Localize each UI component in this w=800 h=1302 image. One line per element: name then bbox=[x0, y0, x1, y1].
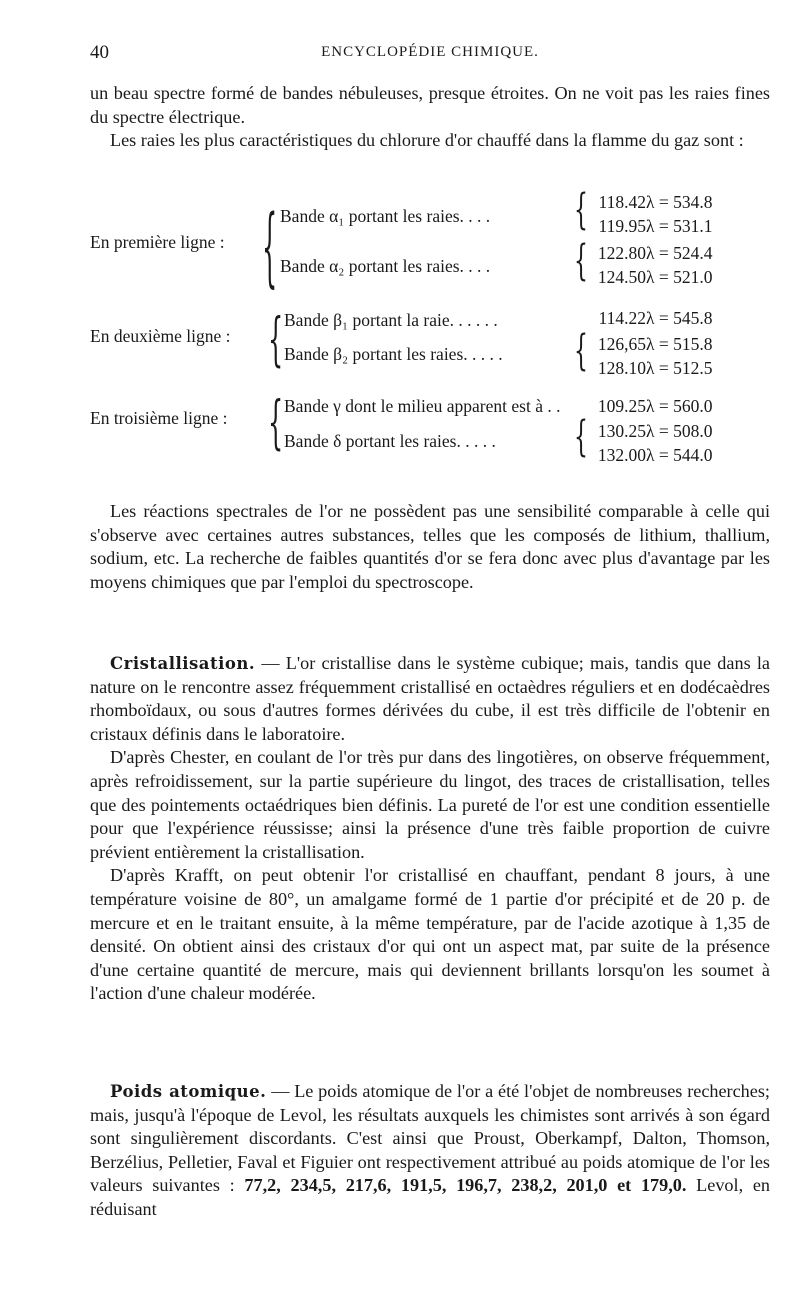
value-130-25: 130.25 bbox=[597, 421, 646, 441]
spectral-lines-table bbox=[90, 186, 770, 476]
wavelength: λ = 515.8 bbox=[646, 334, 713, 354]
intro-block bbox=[90, 82, 770, 153]
wavelength: λ = 512.5 bbox=[646, 358, 713, 378]
value-132-00: 132.00 bbox=[597, 445, 646, 465]
left-brace-icon: { bbox=[574, 328, 588, 376]
left-brace-icon: { bbox=[574, 238, 588, 286]
page-header bbox=[90, 42, 770, 68]
value-119-95: 119.95 bbox=[598, 216, 646, 236]
first-line-label: En première ligne : bbox=[90, 232, 225, 252]
band-alpha2: Bande α₂ portant les raies. . . . bbox=[280, 256, 491, 276]
wavelength: λ = 531.1 bbox=[646, 216, 713, 236]
third-line-label: En troisième ligne : bbox=[90, 408, 228, 428]
wavelength: λ = 545.8 bbox=[646, 308, 713, 328]
cristallisation-paragraph-2: D'après Chester, en coulant de l'or très pur dans des lingotières, on observe fréquemment, après refroidissement, sur la partie supérieure du lingot, des traces de cristallisation, telles que des pointements octaédriques bien définis. La pureté de l'or est une condition essentielle pour que l'expérience réussisse; ainsi la présence d'une très faible proportion de cuivre prévient entièrement la cristallisation. bbox=[90, 747, 770, 862]
band-beta2: Bande β₂ portant les raies. . . . . bbox=[284, 344, 503, 364]
band-gamma: Bande γ dont le milieu apparent est à . . bbox=[284, 396, 561, 416]
running-head: ENCYCLOPÉDIE CHIMIQUE. bbox=[321, 44, 539, 60]
poids-atomique-section bbox=[90, 1080, 770, 1222]
sensitivity-paragraph: Les réactions spectrales de l'or ne possèdent pas une sensibilité comparable à celle qui s'observe avec certaines autres substances, telles que les composés de lithium, thallium, sodium, etc. La recherche de faibles quantités d'or se fera donc avec plus d'avantage par les moyens chimiques que par l'emploi du spectroscope. bbox=[90, 501, 770, 592]
cristallisation-section bbox=[90, 652, 770, 1006]
band-beta1: Bande β₁ portant la raie. . . . . . bbox=[284, 310, 498, 330]
value-118-42: 118.42 bbox=[598, 192, 646, 212]
left-brace-icon: { bbox=[262, 196, 278, 298]
second-line-label: En deuxième ligne : bbox=[90, 326, 231, 346]
cristallisation-paragraph-3: D'après Krafft, on peut obtenir l'or cristallisé en chauffant, pendant 8 jours, à une température voisine de 80°, un amalgame formé de 1 partie d'or précipité et de 20 p. de mercure et en le traitant ensuite, à la même température, par de l'acide azotique à 1,35 de densité. On obtient ainsi des cristaux d'or qui ont un aspect mat, par suite de la présence d'une certaine quantité de mercure, mais qui deviennent brillants lorsqu'on les soumet à l'action d'une chaleur modérée. bbox=[90, 865, 770, 1004]
section-heading-poids-atomique: Poids atomique. bbox=[110, 1082, 267, 1101]
poids-paragraph-tail: Levol, en réduisant bbox=[90, 1175, 770, 1219]
spectral-sensitivity-block bbox=[90, 500, 770, 594]
left-brace-icon: { bbox=[268, 389, 284, 457]
wavelength: λ = 521.0 bbox=[646, 267, 713, 287]
wavelength: λ = 534.8 bbox=[646, 192, 713, 212]
page-number: 40 bbox=[90, 42, 109, 63]
wavelength: λ = 508.0 bbox=[646, 421, 713, 441]
atomic-weight-values: 77,2, 234,5, 217,6, 191,5, 196,7, 238,2, 201,0 et 179,0. bbox=[244, 1175, 687, 1196]
poids-paragraph: — Le poids atomique de l'or a été l'objet de nombreuses recherches; mais, jusqu'à l'époque de Levol, les résultats auxquels les chimistes sont arrivés à son égard sont singulièrement discordants. C'est ainsi que Proust, Oberkampf, Dalton, Thomson, Berzélius, Pelletier, Faval et Figuier ont respectivement attribué au poids atomique de l'or les valeurs suivantes : bbox=[90, 1081, 770, 1196]
value-122-80: 122.80 bbox=[597, 243, 646, 263]
band-delta: Bande δ portant les raies. . . . . bbox=[284, 431, 496, 451]
left-brace-icon: { bbox=[574, 414, 588, 462]
value-128-10: 128.10 bbox=[597, 358, 646, 378]
section-heading-cristallisation: Cristallisation. bbox=[110, 654, 256, 673]
left-brace-icon: { bbox=[574, 187, 588, 235]
cristallisation-paragraph-1: — L'or cristallise dans le système cubique; mais, tandis que dans la nature on le rencontre assez fréquemment cristallisé en octaèdres réguliers et en dodécaèdres rhomboïdaux, ou sous d'autres formes dérivées du cube, il est très difficile de l'obtenir en cristaux définis dans le laboratoire. bbox=[90, 653, 770, 744]
value-109-25: 109.25 bbox=[597, 396, 646, 416]
value-114-22: 114.22 bbox=[598, 308, 646, 328]
band-alpha1: Bande α₁ portant les raies. . . . bbox=[280, 206, 491, 226]
value-126-65: 126,65 bbox=[597, 334, 646, 354]
value-124-50: 124.50 bbox=[597, 267, 646, 287]
wavelength: λ = 560.0 bbox=[646, 396, 713, 416]
intro-paragraph-2: Les raies les plus caractéristiques du chlorure d'or chauffé dans la flamme du gaz sont : bbox=[110, 130, 744, 151]
left-brace-icon: { bbox=[268, 306, 284, 374]
intro-paragraph-1: un beau spectre formé de bandes nébuleuses, presque étroites. On ne voit pas les raies fines du spectre électrique. bbox=[90, 83, 770, 127]
wavelength: λ = 544.0 bbox=[646, 445, 713, 465]
wavelength: λ = 524.4 bbox=[646, 243, 713, 263]
